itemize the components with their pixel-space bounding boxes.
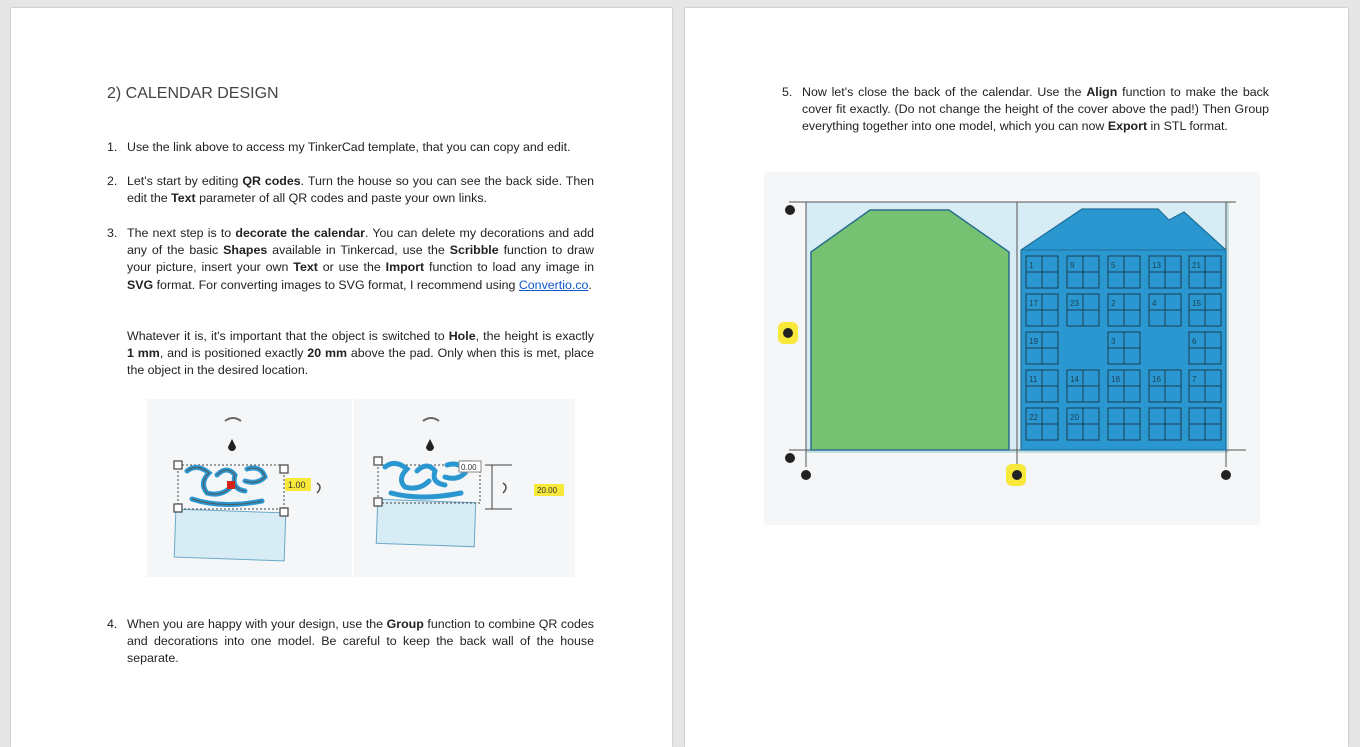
step-text: . Turn the house so you can see the back side. Then edit the bbox=[127, 174, 594, 206]
door-number: 6 bbox=[1192, 337, 1197, 346]
align-illustration bbox=[764, 172, 1260, 525]
step-text: above the pad. Only when this is met, place the object in the desired location. bbox=[127, 346, 594, 378]
step-text: function to load any image in bbox=[424, 260, 594, 275]
offset-value-label: 20.00 bbox=[537, 486, 558, 495]
elevation-value-label: 0.00 bbox=[461, 463, 477, 472]
back-cover-green[interactable] bbox=[811, 210, 1009, 450]
door-number: 9 bbox=[1070, 261, 1075, 270]
door-grid bbox=[1026, 256, 1221, 440]
step-2 bbox=[107, 173, 594, 207]
door-number: 4 bbox=[1152, 299, 1157, 308]
door-number: 21 bbox=[1192, 261, 1201, 270]
bold-term: Group bbox=[386, 617, 424, 631]
bold-term: Hole bbox=[448, 329, 476, 343]
align-handle[interactable] bbox=[1221, 470, 1231, 480]
bold-term: Export bbox=[1107, 119, 1148, 134]
door-number: 16 bbox=[1152, 375, 1161, 384]
door-number: 18 bbox=[1111, 375, 1120, 384]
document-page-right bbox=[685, 8, 1348, 747]
calendar-door bbox=[1189, 408, 1221, 440]
calendar-door bbox=[1189, 332, 1221, 364]
section-title: 2) CALENDAR DESIGN bbox=[107, 85, 279, 102]
step-3-note bbox=[127, 328, 594, 380]
align-handle[interactable] bbox=[785, 205, 795, 215]
step-3 bbox=[107, 225, 595, 294]
bold-term: QR codes bbox=[242, 174, 301, 188]
align-handle-selected[interactable] bbox=[783, 328, 793, 338]
calendar-door bbox=[1026, 294, 1058, 326]
step-text: Now let's close the back of the calendar. Use the bbox=[802, 85, 1087, 99]
step-text: in STL format. bbox=[1147, 119, 1228, 134]
align-handle[interactable] bbox=[785, 453, 795, 463]
calendar-door bbox=[1026, 332, 1058, 364]
center-handle[interactable] bbox=[227, 481, 235, 489]
calendar-door bbox=[1149, 294, 1181, 326]
bold-term: Align bbox=[1086, 85, 1118, 99]
step-text: . bbox=[588, 277, 592, 292]
step-text: function to make the back cover fit exactly. (Do not change the height of the cover above the pad!) Then Group everything together into one model, which you can now bbox=[802, 85, 1269, 134]
calendar-door bbox=[1189, 294, 1221, 326]
step-text: format. For converting images to SVG format, I recommend using bbox=[153, 277, 519, 292]
step-text: , and is positioned exactly bbox=[159, 346, 308, 361]
calendar-door bbox=[1149, 256, 1181, 288]
calendar-door bbox=[1026, 256, 1058, 288]
tinkercad-hole-figure bbox=[147, 399, 575, 577]
door-number: 7 bbox=[1192, 375, 1197, 384]
step-text: or use the bbox=[317, 260, 386, 275]
calendar-door bbox=[1026, 370, 1058, 402]
step-1 bbox=[107, 139, 597, 156]
calendar-door bbox=[1067, 256, 1099, 288]
pad-box-2 bbox=[376, 499, 475, 546]
door-number: 19 bbox=[1029, 337, 1038, 346]
bold-term: SVG bbox=[127, 277, 154, 292]
step-text: The next step is to bbox=[127, 226, 236, 240]
calendar-door bbox=[1108, 408, 1140, 440]
door-number: 22 bbox=[1029, 413, 1038, 422]
step-text: When you are happy with your design, use the bbox=[127, 617, 387, 631]
pad-box bbox=[174, 509, 286, 561]
calendar-door bbox=[1067, 408, 1099, 440]
bold-term: Scribble bbox=[449, 243, 499, 258]
align-back-cover-figure bbox=[764, 172, 1260, 525]
convertio-link[interactable]: Convertio.co bbox=[518, 277, 589, 292]
step-4 bbox=[107, 616, 594, 668]
door-number: 17 bbox=[1029, 299, 1038, 308]
step-text: Whatever it is, it's important that the object is switched to bbox=[127, 329, 449, 343]
bold-term: Shapes bbox=[223, 243, 268, 258]
step-text: . You can delete my decorations and add any of the basic bbox=[127, 226, 594, 258]
align-handle-selected[interactable] bbox=[1012, 470, 1022, 480]
calendar-door bbox=[1108, 256, 1140, 288]
step-text: available in Tinkercad, use the bbox=[267, 243, 450, 258]
calendar-door bbox=[1149, 370, 1181, 402]
align-handle[interactable] bbox=[801, 470, 811, 480]
calendar-door bbox=[1108, 332, 1140, 364]
calendar-door bbox=[1067, 294, 1099, 326]
calendar-door bbox=[1189, 256, 1221, 288]
document-page-left bbox=[11, 8, 672, 747]
step-number: 1. bbox=[107, 140, 118, 154]
bold-term: Text bbox=[293, 260, 318, 275]
calendar-door bbox=[1189, 370, 1221, 402]
tinkercad-hole-illustration bbox=[147, 399, 575, 577]
door-number: 11 bbox=[1029, 375, 1038, 384]
bold-term: decorate the calendar bbox=[235, 226, 365, 240]
door-number: 2 bbox=[1111, 299, 1116, 308]
step-number: 3. bbox=[107, 226, 118, 240]
bold-term: Text bbox=[171, 191, 196, 206]
door-number: 1 bbox=[1029, 261, 1034, 270]
calendar-door bbox=[1067, 370, 1099, 402]
door-number: 13 bbox=[1152, 261, 1161, 270]
door-number: 3 bbox=[1111, 337, 1116, 346]
bold-term: Import bbox=[385, 260, 425, 275]
step-number: 4. bbox=[107, 617, 118, 631]
height-value-label: 1.00 bbox=[288, 480, 306, 490]
step-number: 5. bbox=[782, 85, 793, 99]
calendar-door bbox=[1108, 370, 1140, 402]
door-number: 20 bbox=[1070, 413, 1079, 422]
step-text: parameter of all QR codes and paste your own links. bbox=[195, 191, 487, 206]
step-text: function to draw your picture, insert your own bbox=[127, 243, 595, 275]
bold-term: 1 mm bbox=[127, 346, 160, 361]
bold-term: 20 mm bbox=[307, 346, 347, 361]
door-number: 15 bbox=[1192, 299, 1201, 308]
door-number: 5 bbox=[1111, 261, 1116, 270]
door-number: 23 bbox=[1070, 299, 1079, 308]
step-text: Let's start by editing bbox=[127, 174, 243, 188]
step-text: function to combine QR codes and decorations into one model. Be careful to keep the back wall of the house separate. bbox=[127, 617, 594, 666]
step-number: 2. bbox=[107, 174, 118, 188]
calendar-door bbox=[1149, 408, 1181, 440]
step-5 bbox=[782, 84, 1269, 136]
calendar-door bbox=[1108, 294, 1140, 326]
step-text: Use the link above to access my TinkerCad template, that you can copy and edit. bbox=[127, 140, 571, 154]
door-number: 14 bbox=[1070, 375, 1079, 384]
calendar-door bbox=[1026, 408, 1058, 440]
step-text: , the height is exactly bbox=[475, 329, 594, 343]
